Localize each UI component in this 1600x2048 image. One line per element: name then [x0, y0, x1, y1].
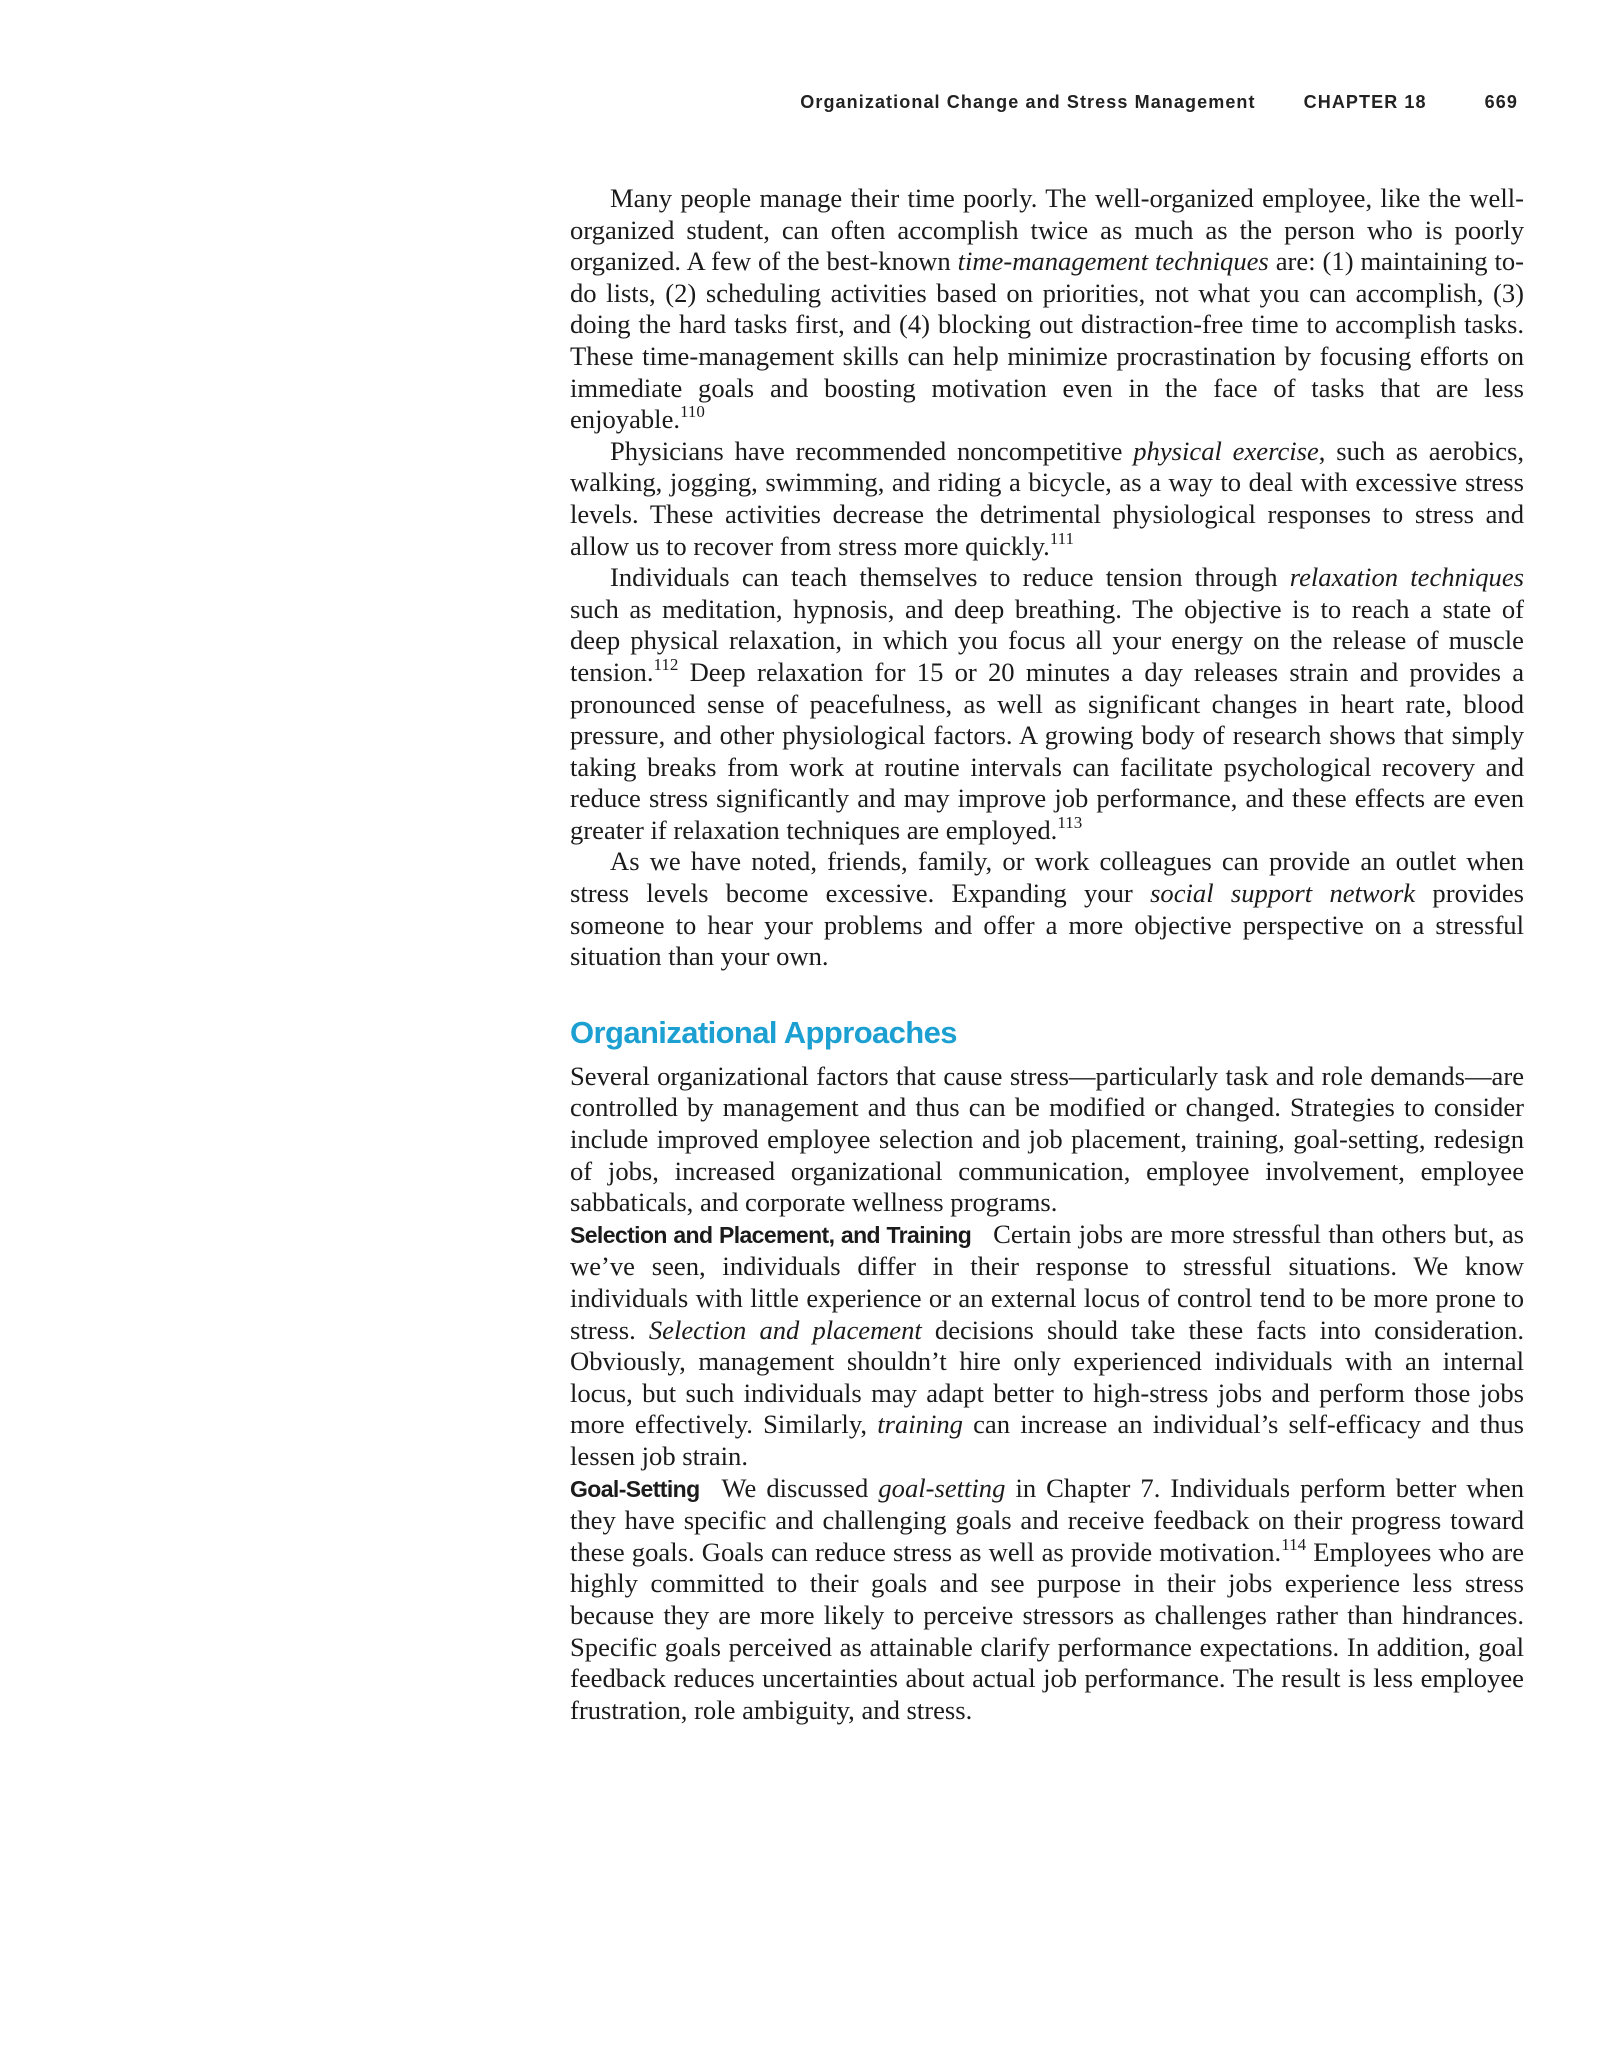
- paragraph-organizational-intro: Several organizational factors that cause stress—particularly task and role demands—are controlled by management and thus can be modified or changed. Strategies to consider include improved employee selection and job placement, training, goal-setting, redesign of jobs, increased organizational communication, employee involvement, employee sabbaticals, and corporate wellness programs.: [570, 1060, 1524, 1218]
- text-run: in Chapter 7. Individuals perform better when they have specific and challenging goals and receive feedback on their progress toward these goals. Goals can reduce stress as well as provide motivation.: [570, 1472, 1524, 1567]
- text-run: Physicians have recommended noncompetitive: [610, 435, 1134, 466]
- running-head-chapter: CHAPTER 18: [1303, 92, 1427, 112]
- endnote-reference: 110: [680, 402, 705, 422]
- endnote-reference: 114: [1281, 1534, 1307, 1554]
- text-run: decisions should take these facts into consideration. Obviously, management shouldn’t hire only experienced individuals with an internal locus, but such individuals may adapt better to high-stress jobs and perform those jobs more effectively. Similarly,: [570, 1314, 1524, 1440]
- text-run: such as meditation, hypnosis, and deep breathing. The objective is to reach a state of deep physical relaxation, in which you focus all your energy on the release of muscle tension.: [570, 593, 1524, 687]
- emphasis-term: time-management techniques: [957, 246, 1269, 277]
- paragraph-physical-exercise: [570, 436, 1524, 562]
- section-heading: Organizational Approaches: [570, 1014, 957, 1050]
- text-run: Deep relaxation for 15 or 20 minutes a day releases strain and provides a pronounced sense of peacefulness, as well as significant changes in heart rate, blood pressure, and other physiological factors. A growing body of research shows that simply taking breaks from work at routine intervals can facilitate psychological recovery and reduce stress significantly and may improve job performance, and these effects are even greater if relaxation techniques are employed.: [570, 656, 1524, 845]
- paragraph-social-support: [570, 846, 1524, 972]
- running-head-title: Organizational Change and Stress Management: [800, 92, 1256, 112]
- emphasis-term: Selection and placement: [648, 1314, 922, 1345]
- text-run: , such as aerobics, walking, jogging, swimming, and riding a bicycle, as a way to deal with excessive stress levels. These activities decrease the detrimental physiological responses to stress and allow us to recover from stress more quickly.: [570, 435, 1524, 561]
- emphasis-term: physical exercise: [1133, 435, 1319, 466]
- running-head: [800, 92, 1518, 113]
- subsection-heading: Goal-Setting: [570, 1475, 700, 1502]
- paragraph-relaxation: [570, 562, 1524, 846]
- endnote-reference: 113: [1057, 812, 1083, 832]
- subsection-heading: Selection and Placement, and Training: [570, 1221, 972, 1248]
- text-run: Certain jobs are more stressful than others but, as we’ve seen, individuals differ in their response to stressful situations. We know individuals with little experience or an external locus of control tend to be more prone to stress.: [570, 1218, 1524, 1345]
- emphasis-term: goal-setting: [878, 1472, 1006, 1503]
- text-run: can increase an individual’s self-efficacy and thus lessen job strain.: [570, 1409, 1525, 1471]
- paragraph-time-management: [570, 183, 1524, 436]
- page-number: 669: [1484, 92, 1518, 112]
- text-run: provides someone to hear your problems and offer a more objective perspective on a stressful situation than your own.: [570, 878, 1524, 972]
- paragraph-selection-training: [570, 1219, 1524, 1473]
- text-run: Employees who are highly committed to their goals and see purpose in their jobs experience less stress because they are more likely to perceive stressors as challenges rather than hindrances. Specific goals perceived as attainable clarify performance expectations. In addition, goal feedback reduces uncertainties about actual job performance. The result is less employee frustration, role ambiguity, and stress.: [570, 1536, 1525, 1725]
- endnote-reference: 112: [653, 654, 679, 674]
- emphasis-term: training: [877, 1409, 963, 1440]
- paragraph-goal-setting: [570, 1473, 1524, 1727]
- emphasis-term: social support network: [1150, 878, 1416, 909]
- text-run: As we have noted, friends, family, or work colleagues can provide an outlet when stress levels become excessive. Expanding your: [570, 846, 1524, 909]
- text-run: Many people manage their time poorly. The well-organized employee, like the well-organized student, can often accomplish twice as much as the person who is poorly organized. A few of the best-known: [570, 183, 1524, 277]
- text-run: We discussed: [721, 1472, 879, 1503]
- text-column: [570, 183, 1524, 1726]
- text-run: are: (1) maintaining to-do lists, (2) scheduling activities based on priorities, not what you can accomplish, (3) doing the hard tasks first, and (4) blocking out distraction-free time to accomplish tasks. These time-management skills can help minimize procrastination by focusing efforts on immediate goals and boosting motivation even in the face of tasks that are less enjoyable.: [570, 246, 1525, 435]
- endnote-reference: 111: [1049, 528, 1075, 548]
- emphasis-term: relaxation techniques: [1289, 562, 1524, 593]
- text-run: Individuals can teach themselves to reduce tension through: [610, 562, 1290, 593]
